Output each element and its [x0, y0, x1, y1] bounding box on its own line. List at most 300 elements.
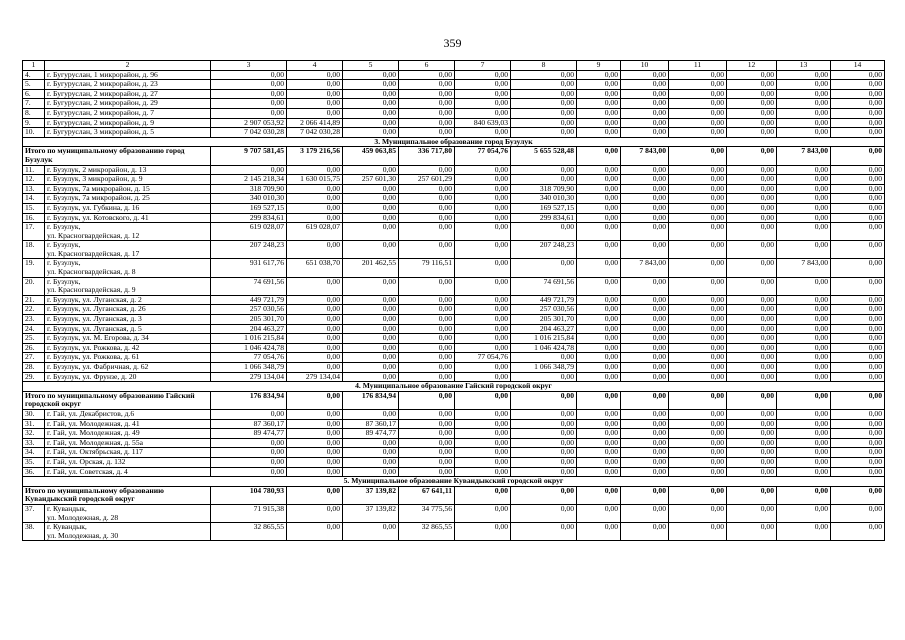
- value-cell: 0,00: [621, 372, 669, 382]
- value-cell: 340 010,30: [511, 194, 577, 204]
- table-row: [23, 295, 885, 305]
- total-value: 67 641,11: [399, 486, 455, 504]
- row-number: 24.: [23, 324, 45, 334]
- value-cell: 0,00: [577, 305, 621, 315]
- value-cell: 0,00: [287, 324, 343, 334]
- value-cell: 0,00: [399, 363, 455, 373]
- value-cell: 0,00: [455, 295, 511, 305]
- value-cell: 0,00: [577, 363, 621, 373]
- value-cell: 0,00: [669, 419, 727, 429]
- row-number: 18.: [23, 241, 45, 259]
- value-cell: 0,00: [577, 295, 621, 305]
- value-cell: 0,00: [621, 504, 669, 522]
- value-cell: 0,00: [621, 213, 669, 223]
- value-cell: 0,00: [399, 241, 455, 259]
- value-cell: 0,00: [831, 165, 885, 175]
- value-cell: 0,00: [777, 108, 831, 118]
- value-cell: 0,00: [777, 80, 831, 90]
- value-cell: 32 865,55: [211, 523, 287, 541]
- value-cell: 0,00: [777, 165, 831, 175]
- value-cell: 0,00: [343, 324, 399, 334]
- value-cell: 0,00: [831, 241, 885, 259]
- total-value: 0,00: [287, 391, 343, 409]
- table-row: [23, 523, 885, 541]
- value-cell: 0,00: [343, 523, 399, 541]
- value-cell: 87 360,17: [343, 419, 399, 429]
- row-number: 26.: [23, 343, 45, 353]
- total-value: 336 717,80: [399, 147, 455, 165]
- value-cell: 0,00: [577, 108, 621, 118]
- value-cell: 0,00: [621, 324, 669, 334]
- address-cell: г. Бузулук, ул. Красногвардейская, д. 17: [45, 241, 211, 259]
- total-value: 0,00: [511, 391, 577, 409]
- value-cell: 89 474,77: [211, 429, 287, 439]
- value-cell: 1 016 215,84: [511, 334, 577, 344]
- value-cell: 0,00: [727, 203, 777, 213]
- value-cell: 0,00: [777, 175, 831, 185]
- section-heading-row: [23, 477, 885, 487]
- total-value: 0,00: [577, 147, 621, 165]
- value-cell: 0,00: [577, 89, 621, 99]
- value-cell: 0,00: [831, 419, 885, 429]
- value-cell: 0,00: [831, 409, 885, 419]
- value-cell: 0,00: [727, 118, 777, 128]
- table-row: [23, 203, 885, 213]
- total-value: 0,00: [455, 391, 511, 409]
- total-value: 104 780,93: [211, 486, 287, 504]
- value-cell: 619 028,07: [287, 223, 343, 241]
- value-cell: 0,00: [511, 438, 577, 448]
- address-cell: г. Гай, ул. Октябрьская, д. 117: [45, 448, 211, 458]
- value-cell: 0,00: [621, 80, 669, 90]
- value-cell: 0,00: [455, 203, 511, 213]
- column-number: 7: [455, 61, 511, 71]
- column-number: 6: [399, 61, 455, 71]
- value-cell: 0,00: [455, 457, 511, 467]
- value-cell: 0,00: [727, 295, 777, 305]
- address-cell: г. Бузулук, ул. Фабричная, д. 62: [45, 363, 211, 373]
- value-cell: 0,00: [669, 429, 727, 439]
- value-cell: 0,00: [455, 259, 511, 277]
- value-cell: 0,00: [577, 184, 621, 194]
- value-cell: 0,00: [621, 165, 669, 175]
- value-cell: 0,00: [399, 457, 455, 467]
- address-cell: г. Кувандык, ул. Молодежная, д. 28: [45, 504, 211, 522]
- value-cell: 34 775,56: [399, 504, 455, 522]
- value-cell: 1 016 215,84: [211, 334, 287, 344]
- value-cell: 0,00: [831, 363, 885, 373]
- value-cell: 0,00: [399, 343, 455, 353]
- value-cell: 0,00: [669, 70, 727, 80]
- value-cell: 0,00: [399, 203, 455, 213]
- value-cell: 0,00: [399, 429, 455, 439]
- value-cell: 0,00: [669, 118, 727, 128]
- value-cell: 0,00: [621, 223, 669, 241]
- value-cell: 449 721,79: [211, 295, 287, 305]
- value-cell: 0,00: [577, 194, 621, 204]
- value-cell: 0,00: [287, 419, 343, 429]
- row-number: 38.: [23, 523, 45, 541]
- value-cell: 279 134,04: [287, 372, 343, 382]
- value-cell: 0,00: [577, 504, 621, 522]
- address-cell: г. Бузулук, 7а микрорайон, д. 25: [45, 194, 211, 204]
- value-cell: 0,00: [621, 523, 669, 541]
- value-cell: 0,00: [343, 343, 399, 353]
- value-cell: 0,00: [287, 213, 343, 223]
- address-cell: г. Бузулук, ул. Луганская, д. 3: [45, 315, 211, 325]
- value-cell: 0,00: [727, 448, 777, 458]
- value-cell: 0,00: [455, 165, 511, 175]
- value-cell: 840 639,03: [455, 118, 511, 128]
- value-cell: 0,00: [831, 128, 885, 138]
- row-number: 4.: [23, 70, 45, 80]
- row-number: 17.: [23, 223, 45, 241]
- value-cell: 299 834,61: [511, 213, 577, 223]
- table-row: [23, 334, 885, 344]
- value-cell: 0,00: [399, 448, 455, 458]
- value-cell: 0,00: [577, 457, 621, 467]
- value-cell: 0,00: [831, 343, 885, 353]
- total-value: 176 834,94: [343, 391, 399, 409]
- value-cell: 7 843,00: [777, 259, 831, 277]
- table-row: [23, 324, 885, 334]
- table-row: [23, 89, 885, 99]
- address-cell: г. Бугуруслан, 2 микрорайон, д. 29: [45, 99, 211, 109]
- page-number: 359: [443, 36, 462, 50]
- value-cell: 0,00: [727, 467, 777, 477]
- value-cell: 0,00: [511, 223, 577, 241]
- column-number: 5: [343, 61, 399, 71]
- value-cell: 0,00: [727, 194, 777, 204]
- value-cell: 0,00: [455, 372, 511, 382]
- row-number: 10.: [23, 128, 45, 138]
- value-cell: 1 630 015,75: [287, 175, 343, 185]
- address-cell: г. Бузулук, ул. Губкина, д. 16: [45, 203, 211, 213]
- value-cell: 0,00: [777, 315, 831, 325]
- value-cell: 0,00: [399, 467, 455, 477]
- value-cell: 0,00: [343, 467, 399, 477]
- value-cell: 0,00: [669, 343, 727, 353]
- value-cell: 0,00: [343, 305, 399, 315]
- value-cell: 0,00: [399, 334, 455, 344]
- value-cell: 0,00: [831, 203, 885, 213]
- value-cell: 0,00: [727, 419, 777, 429]
- value-cell: 0,00: [831, 295, 885, 305]
- address-cell: г. Гай, ул. Молодежная, д. 55а: [45, 438, 211, 448]
- value-cell: 0,00: [455, 419, 511, 429]
- value-cell: 0,00: [727, 184, 777, 194]
- value-cell: 0,00: [511, 118, 577, 128]
- table-row: [23, 108, 885, 118]
- section-heading: 4. Муниципальное образование Гайский городской округ: [23, 382, 885, 392]
- total-value: 0,00: [669, 486, 727, 504]
- value-cell: 0,00: [455, 70, 511, 80]
- value-cell: 0,00: [511, 429, 577, 439]
- value-cell: 0,00: [777, 334, 831, 344]
- value-cell: 0,00: [777, 203, 831, 213]
- value-cell: 2 907 053,92: [211, 118, 287, 128]
- value-cell: 0,00: [511, 128, 577, 138]
- row-number: 25.: [23, 334, 45, 344]
- column-number: 13: [777, 61, 831, 71]
- value-cell: 87 360,17: [211, 419, 287, 429]
- value-cell: 0,00: [343, 353, 399, 363]
- value-cell: 1 066 348,79: [211, 363, 287, 373]
- value-cell: 0,00: [455, 184, 511, 194]
- value-cell: 340 010,30: [211, 194, 287, 204]
- row-number: 6.: [23, 89, 45, 99]
- value-cell: 32 865,55: [399, 523, 455, 541]
- value-cell: 0,00: [577, 315, 621, 325]
- value-cell: 0,00: [343, 213, 399, 223]
- row-number: 8.: [23, 108, 45, 118]
- value-cell: 0,00: [727, 80, 777, 90]
- value-cell: 0,00: [211, 80, 287, 90]
- value-cell: 0,00: [511, 259, 577, 277]
- value-cell: 0,00: [669, 108, 727, 118]
- address-cell: г. Бузулук, ул. Луганская, д. 26: [45, 305, 211, 315]
- value-cell: 0,00: [831, 99, 885, 109]
- value-cell: 0,00: [455, 194, 511, 204]
- value-cell: 0,00: [621, 99, 669, 109]
- table-row: [23, 419, 885, 429]
- value-cell: 0,00: [455, 128, 511, 138]
- value-cell: 0,00: [727, 523, 777, 541]
- value-cell: 0,00: [287, 70, 343, 80]
- value-cell: 0,00: [343, 223, 399, 241]
- total-value: 0,00: [727, 147, 777, 165]
- value-cell: 0,00: [399, 305, 455, 315]
- value-cell: 0,00: [287, 315, 343, 325]
- value-cell: 0,00: [777, 223, 831, 241]
- value-cell: 0,00: [621, 315, 669, 325]
- value-cell: 0,00: [455, 277, 511, 295]
- value-cell: 0,00: [831, 184, 885, 194]
- table-row: [23, 118, 885, 128]
- value-cell: 1 046 424,78: [511, 343, 577, 353]
- total-value: 0,00: [831, 147, 885, 165]
- value-cell: 0,00: [577, 259, 621, 277]
- value-cell: 0,00: [343, 118, 399, 128]
- total-value: 3 179 216,56: [287, 147, 343, 165]
- table-row: [23, 504, 885, 522]
- value-cell: 0,00: [621, 334, 669, 344]
- value-cell: 169 527,15: [511, 203, 577, 213]
- value-cell: 0,00: [621, 448, 669, 458]
- total-label: Итого по муниципальному образованию город Бузулук: [23, 147, 211, 165]
- value-cell: 0,00: [831, 467, 885, 477]
- value-cell: 207 248,23: [511, 241, 577, 259]
- value-cell: 204 463,27: [511, 324, 577, 334]
- value-cell: 0,00: [831, 305, 885, 315]
- value-cell: 0,00: [669, 438, 727, 448]
- row-number: 23.: [23, 315, 45, 325]
- value-cell: 0,00: [621, 429, 669, 439]
- value-cell: 0,00: [727, 241, 777, 259]
- value-cell: 0,00: [511, 409, 577, 419]
- value-cell: 0,00: [399, 277, 455, 295]
- value-cell: 0,00: [399, 165, 455, 175]
- value-cell: 0,00: [343, 409, 399, 419]
- value-cell: 0,00: [727, 372, 777, 382]
- value-cell: 0,00: [287, 194, 343, 204]
- value-cell: 0,00: [727, 504, 777, 522]
- total-value: 459 063,85: [343, 147, 399, 165]
- column-number: 4: [287, 61, 343, 71]
- value-cell: 0,00: [777, 324, 831, 334]
- row-number: 19.: [23, 259, 45, 277]
- value-cell: 0,00: [577, 523, 621, 541]
- value-cell: 0,00: [727, 429, 777, 439]
- value-cell: 0,00: [669, 448, 727, 458]
- value-cell: 0,00: [343, 241, 399, 259]
- value-cell: 0,00: [777, 213, 831, 223]
- value-cell: 89 474,77: [343, 429, 399, 439]
- column-number: 10: [621, 61, 669, 71]
- total-value: 0,00: [777, 486, 831, 504]
- total-value: 0,00: [621, 486, 669, 504]
- value-cell: 0,00: [287, 523, 343, 541]
- value-cell: 0,00: [831, 438, 885, 448]
- value-cell: 0,00: [577, 80, 621, 90]
- value-cell: 0,00: [577, 175, 621, 185]
- value-cell: 257 601,30: [343, 175, 399, 185]
- value-cell: 0,00: [621, 363, 669, 373]
- value-cell: 2 066 414,89: [287, 118, 343, 128]
- value-cell: 0,00: [777, 438, 831, 448]
- value-cell: 0,00: [343, 315, 399, 325]
- value-cell: 257 601,29: [399, 175, 455, 185]
- value-cell: 0,00: [621, 118, 669, 128]
- value-cell: 651 038,70: [287, 259, 343, 277]
- address-cell: г. Бузулук, ул. Луганская, д. 2: [45, 295, 211, 305]
- table-row: [23, 372, 885, 382]
- address-cell: г. Бузулук, ул. Рожкова, д. 61: [45, 353, 211, 363]
- value-cell: 0,00: [287, 504, 343, 522]
- value-cell: 0,00: [577, 203, 621, 213]
- total-value: 0,00: [577, 391, 621, 409]
- value-cell: 0,00: [287, 334, 343, 344]
- value-cell: 0,00: [287, 429, 343, 439]
- address-cell: г. Бузулук, ул. Рожкова, д. 42: [45, 343, 211, 353]
- value-cell: 0,00: [455, 504, 511, 522]
- address-cell: г. Бузулук, ул. Красногвардейская, д. 8: [45, 259, 211, 277]
- value-cell: 0,00: [727, 213, 777, 223]
- value-cell: 0,00: [831, 504, 885, 522]
- value-cell: 257 030,56: [511, 305, 577, 315]
- total-row: [23, 147, 885, 165]
- value-cell: 0,00: [211, 457, 287, 467]
- table-row: [23, 184, 885, 194]
- value-cell: 0,00: [455, 324, 511, 334]
- value-cell: 0,00: [577, 409, 621, 419]
- total-value: 176 834,94: [211, 391, 287, 409]
- table-row: [23, 429, 885, 439]
- value-cell: 0,00: [577, 467, 621, 477]
- address-cell: г. Бугуруслан, 2 микрорайон, д. 9: [45, 118, 211, 128]
- value-cell: 0,00: [511, 165, 577, 175]
- row-number: 13.: [23, 184, 45, 194]
- value-cell: 0,00: [577, 118, 621, 128]
- value-cell: 0,00: [727, 175, 777, 185]
- value-cell: 0,00: [777, 277, 831, 295]
- value-cell: 0,00: [343, 89, 399, 99]
- table-row: [23, 165, 885, 175]
- value-cell: 205 301,70: [511, 315, 577, 325]
- value-cell: 77 054,76: [211, 353, 287, 363]
- value-cell: 0,00: [831, 89, 885, 99]
- value-cell: 0,00: [831, 429, 885, 439]
- value-cell: 0,00: [777, 241, 831, 259]
- address-cell: г. Бугуруслан, 2 микрорайон, д. 23: [45, 80, 211, 90]
- value-cell: 0,00: [669, 165, 727, 175]
- value-cell: 0,00: [287, 448, 343, 458]
- value-cell: 0,00: [455, 429, 511, 439]
- value-cell: 0,00: [831, 372, 885, 382]
- address-cell: г. Бузулук, ул. Котовского, д. 41: [45, 213, 211, 223]
- value-cell: 0,00: [343, 363, 399, 373]
- value-cell: 0,00: [669, 203, 727, 213]
- value-cell: 0,00: [287, 467, 343, 477]
- value-cell: 0,00: [621, 295, 669, 305]
- value-cell: 0,00: [621, 203, 669, 213]
- row-number: 5.: [23, 80, 45, 90]
- value-cell: 0,00: [287, 295, 343, 305]
- value-cell: 0,00: [343, 295, 399, 305]
- table-row: [23, 343, 885, 353]
- value-cell: 0,00: [511, 372, 577, 382]
- value-cell: 0,00: [777, 448, 831, 458]
- total-value: 7 843,00: [777, 147, 831, 165]
- table-row: [23, 353, 885, 363]
- value-cell: 257 030,56: [211, 305, 287, 315]
- value-cell: 0,00: [727, 277, 777, 295]
- value-cell: 0,00: [287, 438, 343, 448]
- value-cell: 0,00: [511, 504, 577, 522]
- total-value: 37 139,82: [343, 486, 399, 504]
- value-cell: 0,00: [669, 184, 727, 194]
- row-number: 32.: [23, 429, 45, 439]
- address-cell: г. Гай, ул. Советская, д. 4: [45, 467, 211, 477]
- value-cell: 0,00: [511, 108, 577, 118]
- row-number: 9.: [23, 118, 45, 128]
- value-cell: 0,00: [669, 89, 727, 99]
- total-value: 0,00: [669, 391, 727, 409]
- value-cell: 0,00: [621, 108, 669, 118]
- value-cell: 0,00: [455, 89, 511, 99]
- address-cell: г. Бузулук, ул. М. Егорова, д. 34: [45, 334, 211, 344]
- value-cell: 0,00: [343, 372, 399, 382]
- column-number: 12: [727, 61, 777, 71]
- value-cell: 279 134,04: [211, 372, 287, 382]
- value-cell: 1 066 348,79: [511, 363, 577, 373]
- address-cell: г. Бузулук, 7а микрорайон, д. 15: [45, 184, 211, 194]
- value-cell: 0,00: [777, 429, 831, 439]
- value-cell: 0,00: [343, 194, 399, 204]
- value-cell: 0,00: [211, 70, 287, 80]
- row-number: 29.: [23, 372, 45, 382]
- value-cell: 0,00: [777, 184, 831, 194]
- value-cell: 0,00: [727, 457, 777, 467]
- value-cell: 0,00: [577, 353, 621, 363]
- value-cell: 0,00: [287, 89, 343, 99]
- value-cell: 0,00: [727, 108, 777, 118]
- total-value: 0,00: [577, 486, 621, 504]
- value-cell: 0,00: [577, 70, 621, 80]
- value-cell: 0,00: [727, 409, 777, 419]
- value-cell: 0,00: [621, 128, 669, 138]
- row-number: 30.: [23, 409, 45, 419]
